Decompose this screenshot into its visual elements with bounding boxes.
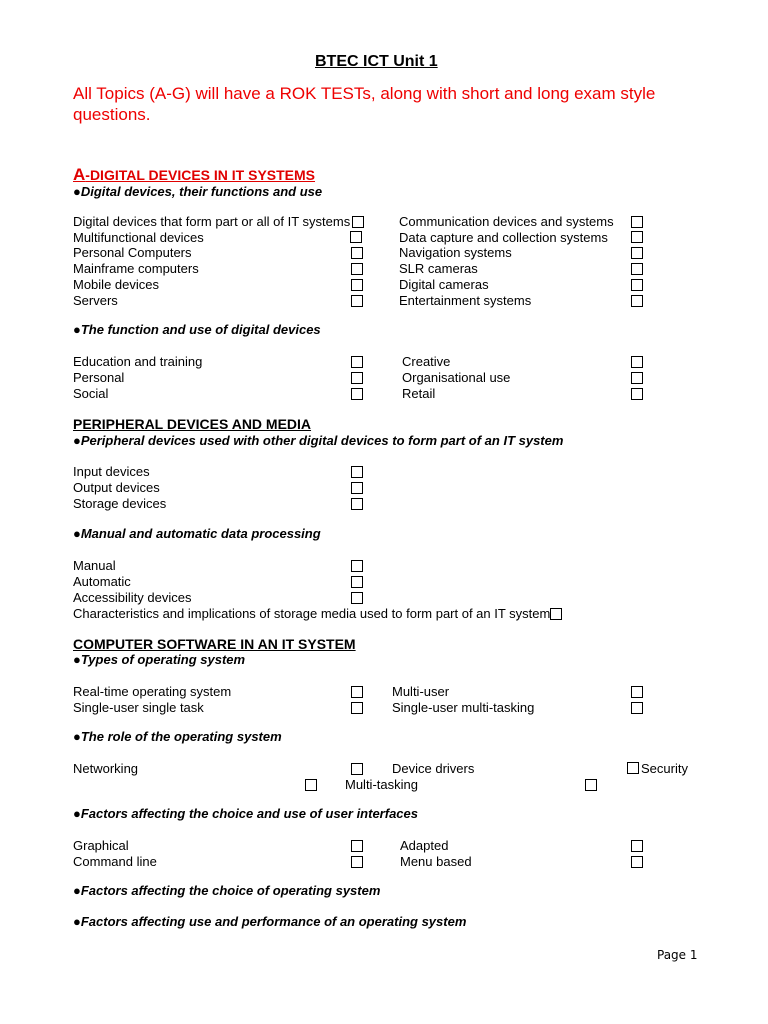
checkbox[interactable]: [305, 779, 317, 791]
checkbox[interactable]: [351, 482, 363, 494]
checkbox[interactable]: [351, 702, 363, 714]
item-label: Multi-tasking: [345, 777, 418, 792]
checkbox[interactable]: [631, 231, 643, 243]
item-label: Creative: [402, 354, 451, 369]
item-label: Mobile devices: [73, 277, 159, 292]
checkbox[interactable]: [627, 762, 639, 774]
item-label: Navigation systems: [399, 245, 512, 260]
storage-media-label: Characteristics and implications of storage media used to form part of an IT system: [73, 606, 551, 621]
subheading-function-use: ●The function and use of digital devices: [73, 322, 321, 337]
item-label: Output devices: [73, 480, 160, 495]
intro-text: All Topics (A-G) will have a ROK TESTs, along with short and long exam style questions.: [73, 84, 656, 124]
section-peripheral-heading: PERIPHERAL DEVICES AND MEDIA: [73, 416, 312, 432]
item-label: Menu based: [400, 854, 472, 869]
checkbox[interactable]: [631, 279, 643, 291]
document-title: BTEC ICT Unit 1: [315, 53, 438, 70]
item-label: Automatic: [73, 574, 131, 589]
item-label: Manual: [73, 558, 116, 573]
item-label: Retail: [402, 386, 436, 401]
checkbox[interactable]: [631, 702, 643, 714]
checkbox[interactable]: [351, 247, 363, 259]
checkbox[interactable]: [631, 840, 643, 852]
checkbox[interactable]: [351, 356, 363, 368]
item-label: Digital devices that form part or all of IT systems: [73, 214, 351, 229]
checkbox[interactable]: [585, 779, 597, 791]
checkbox[interactable]: [351, 686, 363, 698]
checkbox[interactable]: [631, 372, 643, 384]
page-number: Page 1: [657, 948, 698, 962]
checkbox[interactable]: [351, 372, 363, 384]
item-label: Digital cameras: [399, 277, 489, 292]
checkbox[interactable]: [351, 560, 363, 572]
checkbox[interactable]: [352, 216, 364, 228]
checkbox[interactable]: [631, 388, 643, 400]
checkbox[interactable]: [351, 856, 363, 868]
item-label: Security: [641, 761, 688, 776]
subheading-os-performance: ●Factors affecting use and performance of an operating system: [73, 914, 467, 929]
checkbox[interactable]: [351, 263, 363, 275]
checkbox[interactable]: [631, 856, 643, 868]
checkbox[interactable]: [631, 686, 643, 698]
item-label: Multi-user: [392, 684, 450, 699]
checkbox[interactable]: [351, 840, 363, 852]
item-label: Real-time operating system: [73, 684, 232, 699]
checkbox[interactable]: [351, 498, 363, 510]
checkbox[interactable]: [351, 466, 363, 478]
item-label: Servers: [73, 293, 118, 308]
checkbox[interactable]: [351, 295, 363, 307]
subheading-user-interfaces: ●Factors affecting the choice and use of user interfaces: [73, 806, 418, 821]
item-label: Multifunctional devices: [73, 230, 204, 245]
item-label: Accessibility devices: [73, 590, 192, 605]
checkbox[interactable]: [631, 216, 643, 228]
item-label: Single-user single task: [73, 700, 204, 715]
item-label: Communication devices and systems: [399, 214, 614, 229]
subheading-peripheral-devices: ●Peripheral devices used with other digital devices to form part of an IT system: [73, 433, 564, 448]
item-label: Command line: [73, 854, 157, 869]
item-label: Entertainment systems: [399, 293, 532, 308]
checkbox[interactable]: [631, 263, 643, 275]
item-label: Networking: [73, 761, 139, 776]
subheading-os-role: ●The role of the operating system: [73, 729, 282, 744]
section-a-title: -DIGITAL DEVICES IN IT SYSTEMS: [85, 167, 316, 183]
item-label: Storage devices: [73, 496, 167, 511]
section-a-heading: [73, 165, 315, 185]
checkbox[interactable]: [351, 576, 363, 588]
subheading-digital-devices: ●Digital devices, their functions and use: [73, 184, 323, 199]
item-label: Mainframe computers: [73, 261, 199, 276]
checkbox[interactable]: [631, 295, 643, 307]
checkbox[interactable]: [631, 247, 643, 259]
checkbox[interactable]: [351, 592, 363, 604]
item-label: Social: [73, 386, 109, 401]
item-label: Education and training: [73, 354, 203, 369]
item-label: Organisational use: [402, 370, 511, 385]
item-label: Data capture and collection systems: [399, 230, 608, 245]
item-label: SLR cameras: [399, 261, 478, 276]
section-software-heading: COMPUTER SOFTWARE IN AN IT SYSTEM: [73, 636, 356, 652]
item-label: Graphical: [73, 838, 129, 853]
checkbox[interactable]: [351, 763, 363, 775]
checkbox[interactable]: [550, 608, 562, 620]
item-label: Single-user multi-tasking: [392, 700, 535, 715]
item-label: Input devices: [73, 464, 150, 479]
checkbox[interactable]: [351, 279, 363, 291]
section-a-letter: A: [73, 165, 86, 184]
subheading-os-types: ●Types of operating system: [73, 652, 246, 667]
checkbox[interactable]: [350, 231, 362, 243]
item-label: Personal: [73, 370, 125, 385]
item-label: Personal Computers: [73, 245, 192, 260]
subheading-data-processing: ●Manual and automatic data processing: [73, 526, 321, 541]
subheading-os-choice: ●Factors affecting the choice of operating system: [73, 883, 381, 898]
item-label: Adapted: [400, 838, 449, 853]
checkbox[interactable]: [631, 356, 643, 368]
checkbox[interactable]: [351, 388, 363, 400]
item-label: Device drivers: [392, 761, 475, 776]
